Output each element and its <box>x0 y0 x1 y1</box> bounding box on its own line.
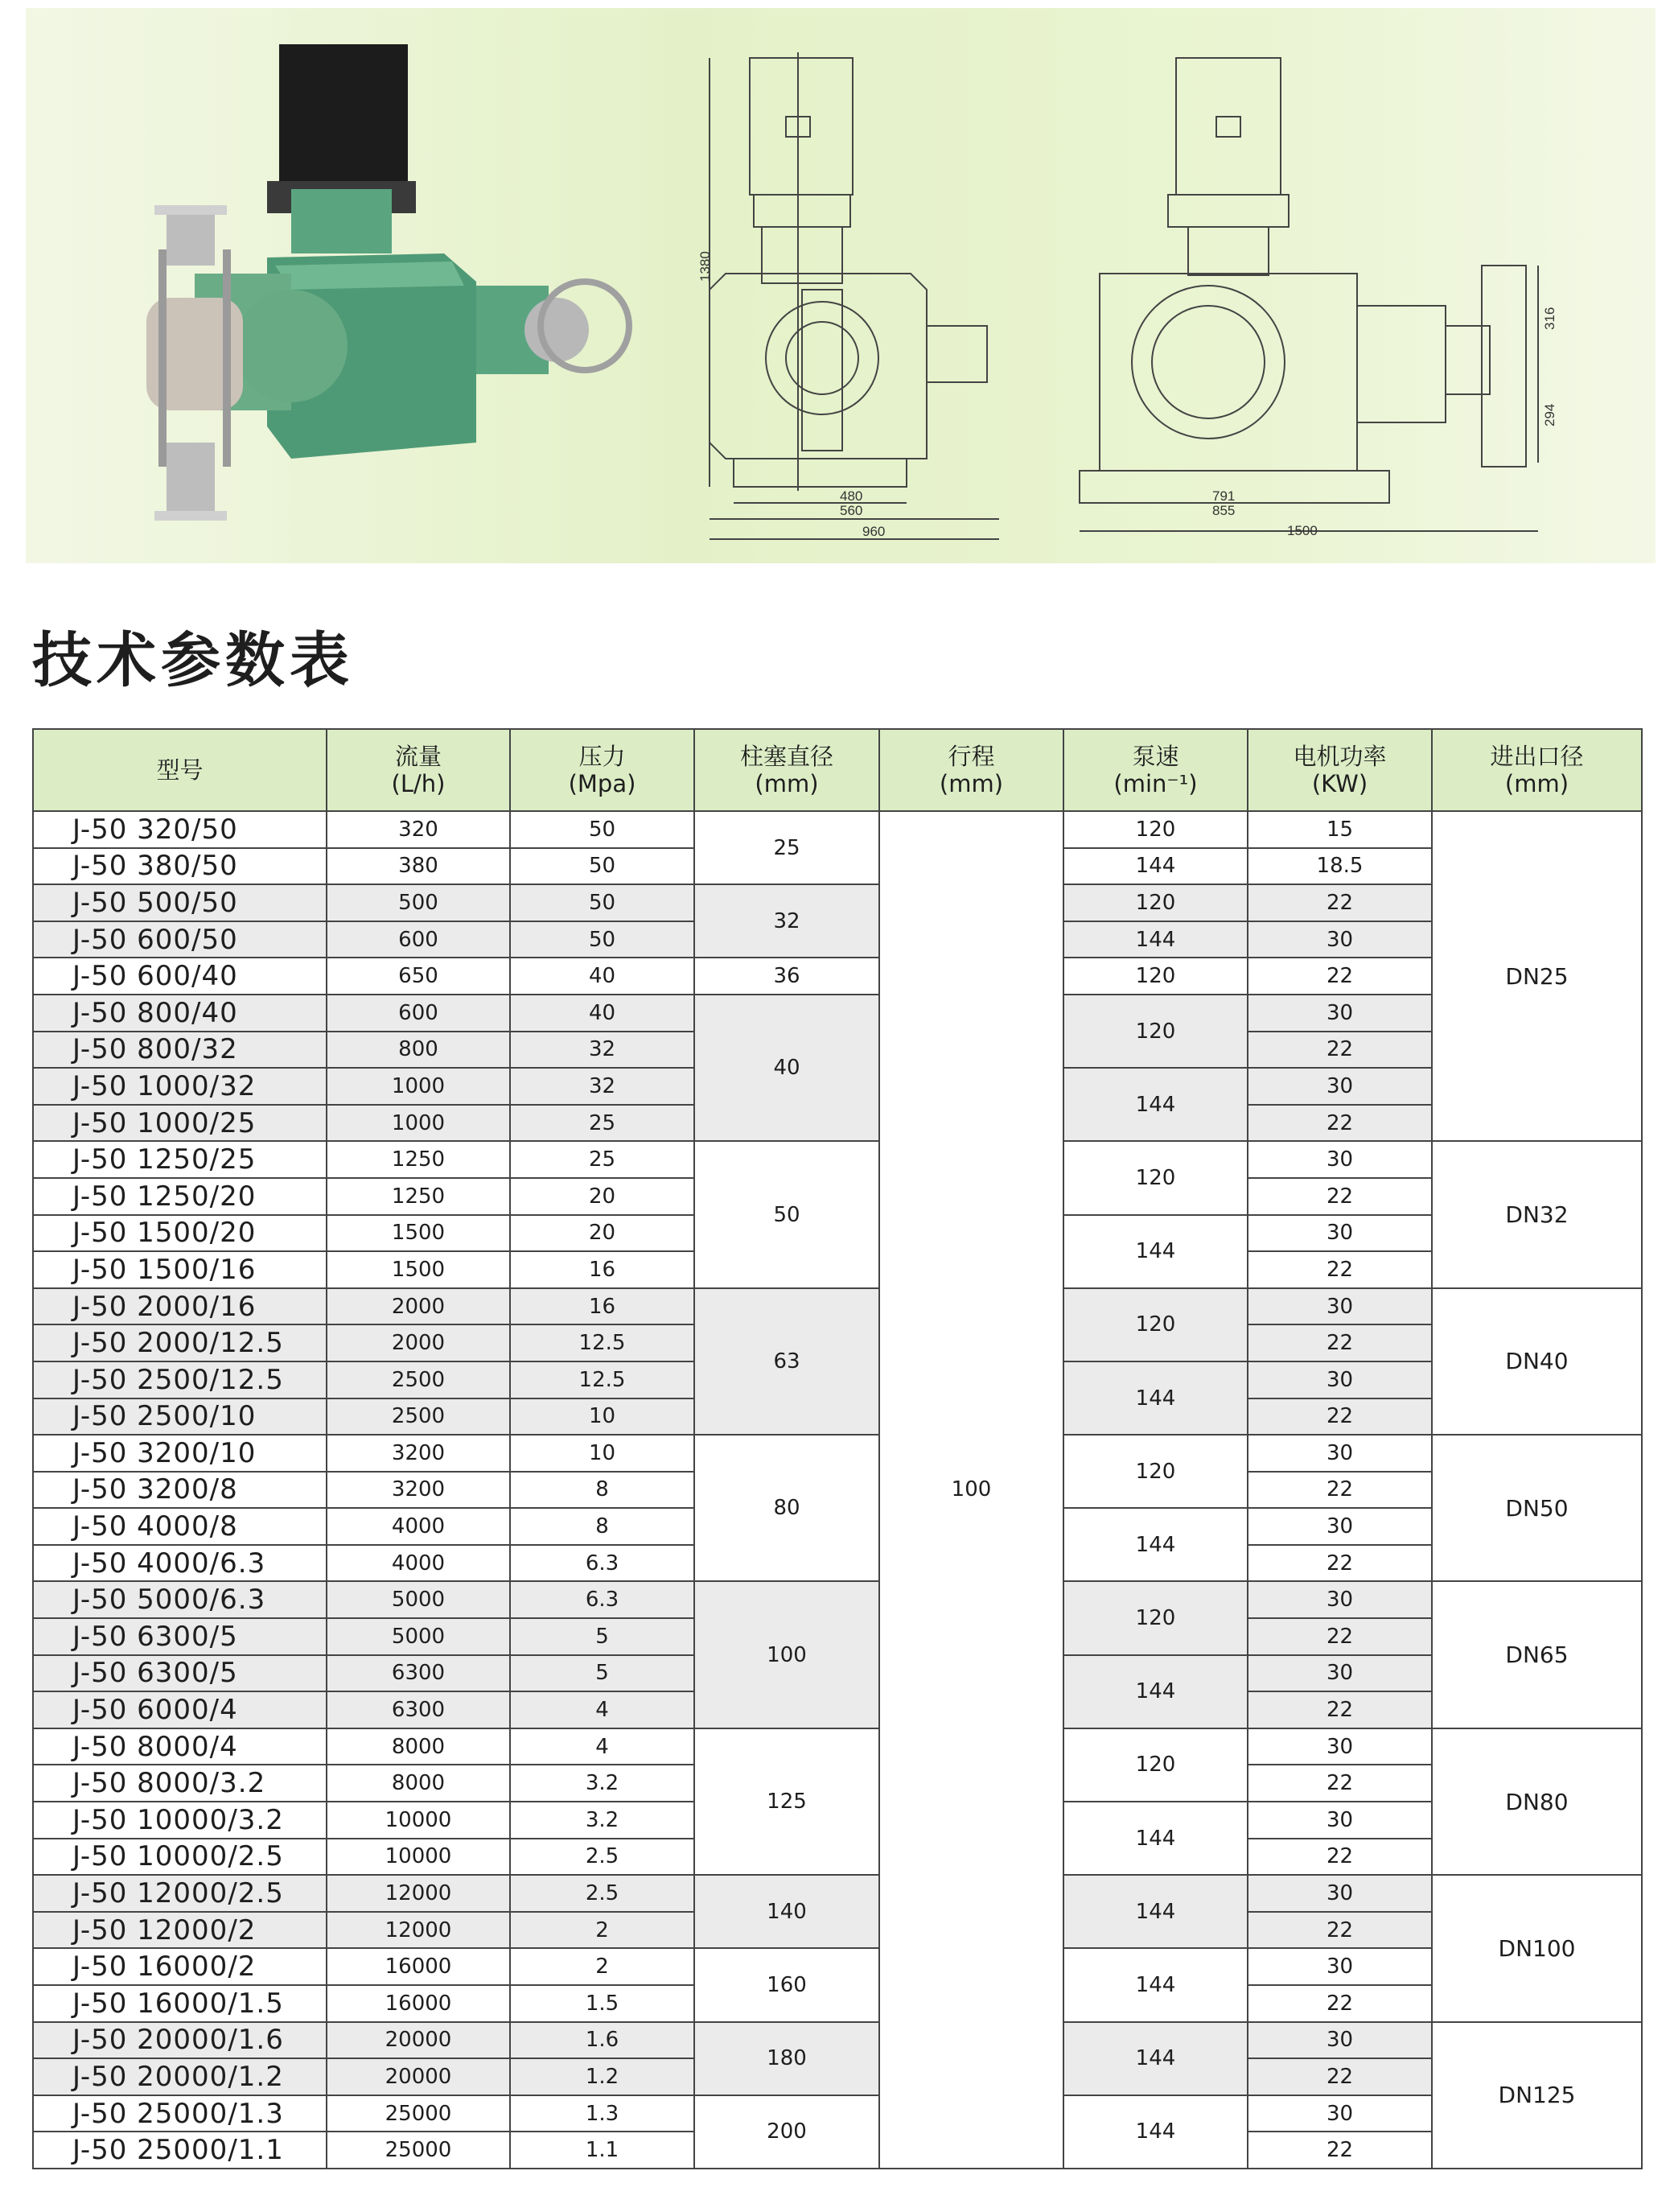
model-cell: J-50 20000/1.6 <box>33 2022 327 2059</box>
model-cell: J-50 8000/4 <box>33 1728 327 1765</box>
plunger-cell: 63 <box>694 1288 879 1435</box>
power-cell: 22 <box>1248 1545 1432 1582</box>
port-cell: DN50 <box>1432 1435 1642 1581</box>
plunger-cell: 100 <box>694 1581 879 1728</box>
power-cell: 22 <box>1248 1765 1432 1802</box>
port-cell: DN80 <box>1432 1728 1642 1875</box>
port-cell: DN125 <box>1432 2022 1642 2169</box>
table-row <box>33 995 1642 1032</box>
pressure-cell: 40 <box>510 958 694 995</box>
dim-outlet-lower: 294 <box>1542 403 1557 426</box>
model-cell: J-50 600/40 <box>33 958 327 995</box>
header-speed: 泵速 (min⁻¹) <box>1063 729 1248 811</box>
page-title: 技术参数表 <box>32 626 354 695</box>
power-cell: 30 <box>1248 2022 1432 2059</box>
model-cell: J-50 800/40 <box>33 995 327 1032</box>
side-view-drawing <box>1080 58 1538 531</box>
speed-cell: 120 <box>1063 1288 1248 1361</box>
model-cell: J-50 1000/32 <box>33 1068 327 1105</box>
speed-cell: 120 <box>1063 1435 1248 1508</box>
header-stroke: 行程 (mm) <box>879 729 1063 811</box>
flow-cell: 8000 <box>327 1765 510 1802</box>
table-row <box>33 1728 1642 1765</box>
flow-cell: 1000 <box>327 1068 510 1105</box>
port-cell: DN40 <box>1432 1288 1642 1435</box>
plunger-cell: 80 <box>694 1435 879 1581</box>
model-cell: J-50 500/50 <box>33 884 327 921</box>
model-cell: J-50 320/50 <box>33 811 327 848</box>
model-cell: J-50 800/32 <box>33 1032 327 1069</box>
power-cell: 30 <box>1248 1948 1432 1985</box>
model-cell: J-50 3200/10 <box>33 1435 327 1472</box>
power-cell: 30 <box>1248 1581 1432 1618</box>
plunger-cell: 140 <box>694 1875 879 1948</box>
pressure-cell: 5 <box>510 1618 694 1655</box>
model-cell: J-50 2000/16 <box>33 1288 327 1325</box>
flow-cell: 10000 <box>327 1839 510 1876</box>
dim-front-total: 960 <box>862 524 886 539</box>
dim-front-outer: 560 <box>840 503 863 518</box>
power-cell: 15 <box>1248 811 1432 848</box>
pump-illustration <box>26 8 1656 563</box>
speed-cell: 144 <box>1063 1802 1248 1875</box>
table-row <box>33 1141 1642 1178</box>
pressure-cell: 2 <box>510 1912 694 1949</box>
flow-cell: 2500 <box>327 1361 510 1398</box>
speed-cell: 144 <box>1063 2095 1248 2169</box>
pressure-cell: 3.2 <box>510 1765 694 1802</box>
model-cell: J-50 6000/4 <box>33 1691 327 1728</box>
power-cell: 30 <box>1248 2095 1432 2132</box>
flow-cell: 25000 <box>327 2095 510 2132</box>
flow-cell: 1250 <box>327 1178 510 1215</box>
pressure-cell: 16 <box>510 1288 694 1325</box>
power-cell: 22 <box>1248 1839 1432 1876</box>
table-row <box>33 958 1642 995</box>
port-cell: DN25 <box>1432 811 1642 1141</box>
pressure-cell: 1.2 <box>510 2058 694 2095</box>
speed-cell: 144 <box>1063 2022 1248 2095</box>
pump-photo <box>146 44 629 521</box>
flow-cell: 650 <box>327 958 510 995</box>
flow-cell: 3200 <box>327 1435 510 1472</box>
flow-cell: 20000 <box>327 2022 510 2059</box>
pressure-cell: 2 <box>510 1948 694 1985</box>
pressure-cell: 3.2 <box>510 1802 694 1839</box>
model-cell: J-50 1500/16 <box>33 1251 327 1288</box>
model-cell: J-50 4000/8 <box>33 1508 327 1545</box>
pressure-cell: 16 <box>510 1251 694 1288</box>
pressure-cell: 50 <box>510 884 694 921</box>
table-row <box>33 1288 1642 1325</box>
speed-cell: 120 <box>1063 1581 1248 1654</box>
power-cell: 22 <box>1248 1618 1432 1655</box>
speed-cell: 120 <box>1063 958 1248 995</box>
model-cell: J-50 10000/3.2 <box>33 1802 327 1839</box>
model-cell: J-50 380/50 <box>33 848 327 885</box>
pressure-cell: 4 <box>510 1728 694 1765</box>
port-cell: DN65 <box>1432 1581 1642 1728</box>
model-cell: J-50 2500/10 <box>33 1398 327 1436</box>
model-cell: J-50 16000/1.5 <box>33 1985 327 2022</box>
pressure-cell: 10 <box>510 1398 694 1436</box>
power-cell: 30 <box>1248 1875 1432 1912</box>
speed-cell: 120 <box>1063 811 1248 848</box>
speed-cell: 144 <box>1063 1508 1248 1581</box>
speed-cell: 120 <box>1063 1141 1248 1214</box>
pressure-cell: 8 <box>510 1508 694 1545</box>
plunger-cell: 25 <box>694 811 879 884</box>
port-cell: DN32 <box>1432 1141 1642 1287</box>
flow-cell: 12000 <box>327 1912 510 1949</box>
plunger-cell: 180 <box>694 2022 879 2095</box>
flow-cell: 600 <box>327 921 510 958</box>
power-cell: 22 <box>1248 884 1432 921</box>
flow-cell: 25000 <box>327 2132 510 2169</box>
stroke-cell: 100 <box>879 811 1063 2169</box>
model-cell: J-50 2500/12.5 <box>33 1361 327 1398</box>
model-cell: J-50 25000/1.1 <box>33 2132 327 2169</box>
plunger-cell: 50 <box>694 1141 879 1287</box>
flow-cell: 380 <box>327 848 510 885</box>
header-power: 电机功率 (KW) <box>1248 729 1432 811</box>
speed-cell: 144 <box>1063 1361 1248 1435</box>
model-cell: J-50 16000/2 <box>33 1948 327 1985</box>
power-cell: 22 <box>1248 1032 1432 1069</box>
power-cell: 22 <box>1248 1691 1432 1728</box>
pressure-cell: 32 <box>510 1068 694 1105</box>
table-row <box>33 884 1642 921</box>
dim-front-inner: 480 <box>840 488 863 504</box>
power-cell: 22 <box>1248 2132 1432 2169</box>
pressure-cell: 4 <box>510 1691 694 1728</box>
model-cell: J-50 2000/12.5 <box>33 1324 327 1361</box>
flow-cell: 12000 <box>327 1875 510 1912</box>
power-cell: 30 <box>1248 921 1432 958</box>
speed-cell: 144 <box>1063 1215 1248 1288</box>
flow-cell: 2000 <box>327 1324 510 1361</box>
pressure-cell: 12.5 <box>510 1324 694 1361</box>
plunger-cell: 125 <box>694 1728 879 1875</box>
speed-cell: 144 <box>1063 1875 1248 1948</box>
pressure-cell: 2.5 <box>510 1875 694 1912</box>
power-cell: 22 <box>1248 1105 1432 1142</box>
pressure-cell: 1.3 <box>510 2095 694 2132</box>
pressure-cell: 25 <box>510 1141 694 1178</box>
spec-table <box>32 728 1643 2169</box>
pressure-cell: 6.3 <box>510 1545 694 1582</box>
header-port: 进出口径 (mm) <box>1432 729 1642 811</box>
front-view-drawing <box>710 52 999 539</box>
flow-cell: 800 <box>327 1032 510 1069</box>
power-cell: 22 <box>1248 1912 1432 1949</box>
flow-cell: 2500 <box>327 1398 510 1436</box>
flow-cell: 16000 <box>327 1948 510 1985</box>
flow-cell: 8000 <box>327 1728 510 1765</box>
power-cell: 22 <box>1248 2058 1432 2095</box>
pressure-cell: 50 <box>510 848 694 885</box>
speed-cell: 120 <box>1063 995 1248 1068</box>
model-cell: J-50 1000/25 <box>33 1105 327 1142</box>
speed-cell: 144 <box>1063 1068 1248 1141</box>
model-cell: J-50 3200/8 <box>33 1472 327 1509</box>
model-cell: J-50 12000/2 <box>33 1912 327 1949</box>
flow-cell: 4000 <box>327 1545 510 1582</box>
flow-cell: 600 <box>327 995 510 1032</box>
table-row <box>33 1435 1642 1472</box>
dim-side-height: 1380 <box>697 251 713 282</box>
flow-cell: 6300 <box>327 1655 510 1692</box>
model-cell: J-50 25000/1.3 <box>33 2095 327 2132</box>
flow-cell: 2000 <box>327 1288 510 1325</box>
header-pressure: 压力 (Mpa) <box>510 729 694 811</box>
speed-cell: 144 <box>1063 1948 1248 2021</box>
power-cell: 30 <box>1248 995 1432 1032</box>
dim-side-inner: 791 <box>1212 488 1236 504</box>
power-cell: 30 <box>1248 1141 1432 1178</box>
speed-cell: 144 <box>1063 848 1248 885</box>
pressure-cell: 1.1 <box>510 2132 694 2169</box>
pressure-cell: 40 <box>510 995 694 1032</box>
model-cell: J-50 6300/5 <box>33 1618 327 1655</box>
flow-cell: 6300 <box>327 1691 510 1728</box>
power-cell: 22 <box>1248 1251 1432 1288</box>
plunger-cell: 40 <box>694 995 879 1141</box>
model-cell: J-50 1250/25 <box>33 1141 327 1178</box>
table-row <box>33 1948 1642 1985</box>
power-cell: 22 <box>1248 1472 1432 1509</box>
flow-cell: 1250 <box>327 1141 510 1178</box>
plunger-cell: 32 <box>694 884 879 958</box>
pressure-cell: 6.3 <box>510 1581 694 1618</box>
flow-cell: 1000 <box>327 1105 510 1142</box>
flow-cell: 1500 <box>327 1251 510 1288</box>
table-row <box>33 811 1642 848</box>
power-cell: 30 <box>1248 1508 1432 1545</box>
pressure-cell: 50 <box>510 811 694 848</box>
model-cell: J-50 1500/20 <box>33 1215 327 1252</box>
pressure-cell: 50 <box>510 921 694 958</box>
flow-cell: 1500 <box>327 1215 510 1252</box>
speed-cell: 120 <box>1063 884 1248 921</box>
pressure-cell: 20 <box>510 1178 694 1215</box>
power-cell: 22 <box>1248 1398 1432 1436</box>
flow-cell: 5000 <box>327 1581 510 1618</box>
flow-cell: 3200 <box>327 1472 510 1509</box>
speed-cell: 120 <box>1063 1728 1248 1802</box>
power-cell: 22 <box>1248 1324 1432 1361</box>
power-cell: 30 <box>1248 1655 1432 1692</box>
flow-cell: 20000 <box>327 2058 510 2095</box>
model-cell: J-50 600/50 <box>33 921 327 958</box>
pressure-cell: 2.5 <box>510 1839 694 1876</box>
header-model: 型号 <box>33 729 327 811</box>
pressure-cell: 1.5 <box>510 1985 694 2022</box>
plunger-cell: 200 <box>694 2095 879 2169</box>
model-cell: J-50 12000/2.5 <box>33 1875 327 1912</box>
power-cell: 22 <box>1248 958 1432 995</box>
pressure-cell: 12.5 <box>510 1361 694 1398</box>
model-cell: J-50 10000/2.5 <box>33 1839 327 1876</box>
speed-cell: 144 <box>1063 1655 1248 1728</box>
pressure-cell: 10 <box>510 1435 694 1472</box>
flow-cell: 320 <box>327 811 510 848</box>
header-plunger: 柱塞直径 (mm) <box>694 729 879 811</box>
flow-cell: 4000 <box>327 1508 510 1545</box>
dim-side-outer: 855 <box>1212 503 1236 518</box>
pressure-cell: 1.6 <box>510 2022 694 2059</box>
plunger-cell: 36 <box>694 958 879 995</box>
pressure-cell: 32 <box>510 1032 694 1069</box>
flow-cell: 500 <box>327 884 510 921</box>
pressure-cell: 20 <box>510 1215 694 1252</box>
plunger-cell: 160 <box>694 1948 879 2021</box>
model-cell: J-50 8000/3.2 <box>33 1765 327 1802</box>
pressure-cell: 8 <box>510 1472 694 1509</box>
dim-side-total: 1500 <box>1287 523 1318 538</box>
power-cell: 30 <box>1248 1361 1432 1398</box>
power-cell: 30 <box>1248 1435 1432 1472</box>
model-cell: J-50 6300/5 <box>33 1655 327 1692</box>
flow-cell: 16000 <box>327 1985 510 2022</box>
flow-cell: 5000 <box>327 1618 510 1655</box>
speed-cell: 144 <box>1063 921 1248 958</box>
power-cell: 30 <box>1248 1215 1432 1252</box>
table-row <box>33 2095 1642 2132</box>
pressure-cell: 5 <box>510 1655 694 1692</box>
power-cell: 22 <box>1248 1178 1432 1215</box>
model-cell: J-50 20000/1.2 <box>33 2058 327 2095</box>
power-cell: 30 <box>1248 1288 1432 1325</box>
power-cell: 18.5 <box>1248 848 1432 885</box>
model-cell: J-50 5000/6.3 <box>33 1581 327 1618</box>
model-cell: J-50 1250/20 <box>33 1178 327 1215</box>
table-row <box>33 1875 1642 1912</box>
power-cell: 22 <box>1248 1985 1432 2022</box>
table-header-row <box>33 729 1642 811</box>
pressure-cell: 25 <box>510 1105 694 1142</box>
header-flow: 流量 (L/h) <box>327 729 510 811</box>
table-row <box>33 1581 1642 1618</box>
model-cell: J-50 4000/6.3 <box>33 1545 327 1582</box>
power-cell: 30 <box>1248 1802 1432 1839</box>
table-row <box>33 2022 1642 2059</box>
power-cell: 30 <box>1248 1728 1432 1765</box>
product-banner <box>26 8 1656 563</box>
power-cell: 30 <box>1248 1068 1432 1105</box>
dim-outlet-upper: 316 <box>1542 307 1557 330</box>
flow-cell: 10000 <box>327 1802 510 1839</box>
port-cell: DN100 <box>1432 1875 1642 2021</box>
